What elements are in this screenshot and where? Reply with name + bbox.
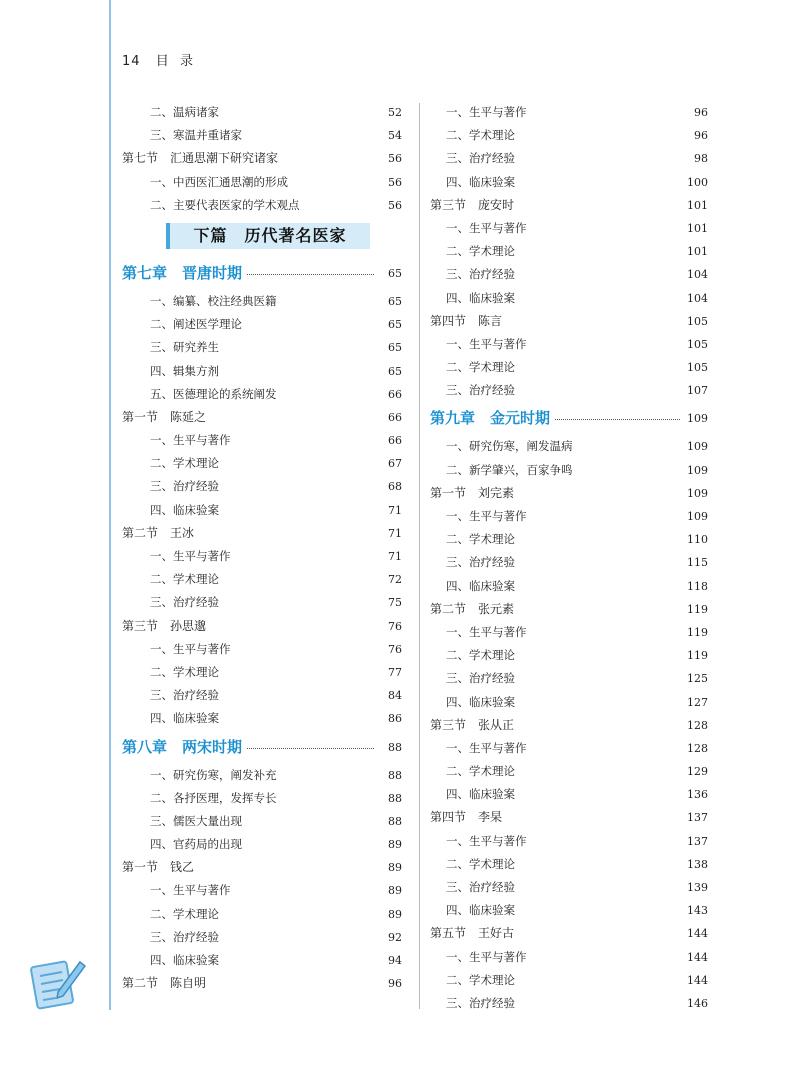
item-title: 四、临床验案: [446, 290, 515, 305]
page-ref: 66: [388, 410, 402, 424]
section-title: 第二节 王冰: [122, 525, 195, 540]
item-title: 二、学术理论: [150, 456, 219, 471]
toc-item-entry[interactable]: [430, 969, 708, 992]
toc-section-entry[interactable]: [122, 972, 402, 995]
toc-item-entry[interactable]: [430, 217, 708, 240]
item-title: 四、临床验案: [446, 787, 515, 802]
toc-item-entry[interactable]: [430, 435, 708, 458]
toc-section-entry[interactable]: [430, 714, 708, 737]
item-title: 二、阐述医学理论: [150, 317, 242, 332]
notepad-pencil-icon: [30, 952, 86, 1012]
item-title: 四、临床验案: [446, 578, 515, 593]
page-ref: 96: [388, 977, 402, 991]
toc-item-entry[interactable]: [122, 591, 402, 614]
item-title: 三、治疗经验: [446, 995, 515, 1010]
page-ref: 104: [687, 268, 708, 282]
page-ref: 66: [388, 434, 402, 448]
toc-item-entry[interactable]: [122, 810, 402, 833]
page-ref: 66: [388, 387, 402, 401]
page-ref: 128: [687, 741, 708, 755]
item-title: 一、生平与著作: [150, 433, 231, 448]
toc-section-entry[interactable]: [430, 806, 708, 829]
page-ref: 84: [388, 689, 402, 703]
page-ref: 105: [687, 314, 708, 328]
toc-item-entry[interactable]: [430, 171, 708, 194]
toc-chapter-entry[interactable]: [430, 402, 708, 435]
toc-item-entry[interactable]: [430, 760, 708, 783]
page-ref: 92: [388, 930, 402, 944]
item-title: 一、生平与著作: [446, 624, 527, 639]
page-ref: 96: [694, 129, 708, 143]
page-ref: 65: [388, 294, 402, 308]
page-ref: 104: [687, 291, 708, 305]
page-ref: 77: [388, 665, 402, 679]
page-ref: 143: [687, 904, 708, 918]
item-title: 一、生平与著作: [446, 740, 527, 755]
section-title: 第一节 钱乙: [122, 860, 195, 875]
toc-item-entry[interactable]: [430, 528, 708, 551]
item-title: 二、学术理论: [150, 664, 219, 679]
toc-section-entry[interactable]: [430, 310, 708, 333]
toc-section-entry[interactable]: [430, 598, 708, 621]
item-title: 一、生平与著作: [446, 336, 527, 351]
running-header: [122, 50, 204, 69]
toc-item-entry[interactable]: [122, 949, 402, 972]
item-title: 一、生平与著作: [446, 949, 527, 964]
page-ref: 136: [687, 788, 708, 802]
page-ref: 98: [694, 152, 708, 166]
page-ref: 89: [388, 838, 402, 852]
page-ref: 88: [388, 791, 402, 805]
page-ref: 89: [388, 884, 402, 898]
section-title: 第七节 汇通思潮下研究诸家: [122, 151, 279, 166]
item-title: 一、生平与著作: [150, 641, 231, 656]
section-title: 第一节 陈延之: [122, 409, 207, 424]
item-title: 二、学术理论: [446, 972, 515, 987]
page-ref: 101: [687, 198, 708, 212]
item-title: 一、中西医汇通思潮的形成: [150, 174, 288, 189]
section-title: 第四节 陈言: [430, 313, 503, 328]
page-ref: 86: [388, 712, 402, 726]
page-ref: 88: [388, 768, 402, 782]
page-ref: 109: [687, 486, 708, 500]
page-ref: 71: [388, 503, 402, 517]
section-title: 第五节 王好古: [430, 926, 515, 941]
toc-item-entry[interactable]: [122, 171, 402, 194]
part-heading: [122, 217, 402, 257]
toc-right-column: [430, 101, 708, 1015]
page-ref: 101: [687, 221, 708, 235]
toc-section-entry[interactable]: [122, 522, 402, 545]
toc-item-entry[interactable]: [122, 124, 402, 147]
page-ref: 56: [388, 152, 402, 166]
page-ref: 137: [687, 811, 708, 825]
chapter-title: 第七章 晋唐时期: [122, 257, 246, 290]
toc-item-entry[interactable]: [122, 833, 402, 856]
toc-item-entry[interactable]: [430, 505, 708, 528]
toc-item-entry[interactable]: [122, 429, 402, 452]
toc-item-entry[interactable]: [122, 499, 402, 522]
toc-item-entry[interactable]: [122, 879, 402, 902]
item-title: 四、临床验案: [446, 903, 515, 918]
toc-item-entry[interactable]: [122, 194, 402, 217]
page-ref: 109: [687, 440, 708, 454]
toc-item-entry[interactable]: [430, 101, 708, 124]
toc-item-entry[interactable]: [430, 287, 708, 310]
page-ref: 56: [388, 198, 402, 212]
item-title: 四、临床验案: [150, 502, 219, 517]
item-title: 二、主要代表医家的学术观点: [150, 197, 300, 212]
item-title: 一、编纂、校注经典医籍: [150, 293, 277, 308]
page-ref: 65: [388, 364, 402, 378]
page-ref: 129: [687, 765, 708, 779]
toc-item-entry[interactable]: [430, 946, 708, 969]
toc-section-entry[interactable]: [430, 482, 708, 505]
toc-item-entry[interactable]: [430, 691, 708, 714]
toc-item-entry[interactable]: [122, 336, 402, 359]
toc-item-entry[interactable]: [122, 764, 402, 787]
page-ref: 88: [388, 814, 402, 828]
page-ref: 144: [687, 927, 708, 941]
item-title: 四、临床验案: [446, 174, 515, 189]
toc-item-entry[interactable]: [122, 707, 402, 730]
item-title: 一、研究伤寒，阐发温病: [446, 439, 573, 454]
page-ref: 65: [388, 318, 402, 332]
item-title: 二、学术理论: [446, 128, 515, 143]
page-ref: 88: [388, 740, 402, 754]
item-title: 三、治疗经验: [150, 479, 219, 494]
page-ref: 71: [388, 550, 402, 563]
section-title: 第四节 李杲: [430, 810, 503, 825]
toc-section-entry[interactable]: [122, 406, 402, 429]
page-number: 14: [122, 54, 141, 69]
toc-item-entry[interactable]: [430, 899, 708, 922]
item-title: 三、研究养生: [150, 340, 219, 355]
toc-section-entry[interactable]: [122, 615, 402, 638]
item-title: 二、各抒医理，发挥专长: [150, 790, 277, 805]
item-title: 一、生平与著作: [446, 105, 527, 119]
toc-item-entry[interactable]: [430, 575, 708, 598]
item-title: 四、辑集方剂: [150, 363, 219, 378]
item-title: 二、学术理论: [150, 572, 219, 587]
toc-item-entry[interactable]: [430, 379, 708, 402]
toc-item-entry[interactable]: [122, 684, 402, 707]
toc-left-column: [122, 101, 402, 995]
item-title: 三、治疗经验: [150, 688, 219, 703]
page-ref: 144: [687, 950, 708, 964]
item-title: 二、学术理论: [150, 906, 219, 921]
item-title: 二、学术理论: [446, 856, 515, 871]
page-ref: 137: [687, 834, 708, 848]
toc-item-entry[interactable]: [430, 644, 708, 667]
page-ref: 65: [388, 266, 402, 280]
toc-item-entry[interactable]: [430, 240, 708, 263]
page-ref: 139: [687, 881, 708, 894]
page-ref: 119: [687, 602, 708, 616]
page-ref: 67: [388, 457, 402, 471]
page-margin-rule: [109, 0, 111, 1010]
toc-item-entry[interactable]: [430, 147, 708, 170]
page-ref: 105: [687, 337, 708, 351]
toc-item-entry[interactable]: [122, 545, 402, 568]
toc-item-entry[interactable]: [122, 661, 402, 684]
page-ref: 105: [687, 361, 708, 375]
page-ref: 109: [687, 510, 708, 523]
section-title: 第二节 陈自明: [122, 976, 207, 991]
toc-item-entry[interactable]: [430, 853, 708, 876]
item-title: 三、治疗经验: [150, 595, 219, 610]
page-ref: 125: [687, 672, 708, 686]
toc-item-entry[interactable]: [430, 830, 708, 853]
page-ref: 144: [687, 973, 708, 987]
page-ref: 75: [388, 596, 402, 610]
toc-item-entry[interactable]: [430, 333, 708, 356]
page-ref: 100: [687, 175, 708, 189]
toc-item-entry[interactable]: [122, 360, 402, 383]
item-title: 四、官药局的出现: [150, 837, 242, 852]
item-title: 一、生平与著作: [446, 509, 527, 523]
item-title: 一、生平与著作: [150, 883, 231, 898]
toc-item-entry[interactable]: [430, 737, 708, 760]
toc-section-entry[interactable]: [122, 856, 402, 879]
page-ref: 119: [687, 625, 708, 639]
column-divider: [419, 103, 420, 1009]
page-ref: 72: [388, 573, 402, 587]
page-ref: 119: [687, 649, 708, 663]
page-ref: 76: [388, 619, 402, 633]
page-ref: 109: [687, 412, 708, 426]
item-title: 三、治疗经验: [150, 929, 219, 944]
page-ref: 110: [687, 533, 708, 547]
page-ref: 109: [687, 463, 708, 477]
header-title: 目 录: [155, 54, 194, 69]
page-ref: 54: [388, 129, 402, 143]
item-title: 一、生平与著作: [150, 549, 231, 563]
item-title: 二、温病诸家: [150, 105, 219, 119]
page-ref: 52: [388, 106, 402, 119]
section-title: 第一节 刘完素: [430, 485, 515, 500]
item-title: 三、治疗经验: [446, 267, 515, 282]
item-title: 二、学术理论: [446, 648, 515, 663]
toc-item-entry[interactable]: [122, 568, 402, 591]
section-title: 第三节 孙思邈: [122, 618, 207, 633]
item-title: 五、医德理论的系统阐发: [150, 386, 277, 401]
toc-item-entry[interactable]: [430, 459, 708, 482]
toc-item-entry[interactable]: [122, 313, 402, 336]
page-ref: 71: [388, 526, 402, 540]
page-ref: 101: [687, 245, 708, 259]
page-ref: 138: [687, 857, 708, 871]
toc-item-entry[interactable]: [430, 263, 708, 286]
toc-item-entry[interactable]: [122, 787, 402, 810]
page-ref: 89: [388, 861, 402, 875]
toc-item-entry[interactable]: [430, 876, 708, 899]
page-ref: 107: [687, 384, 708, 398]
toc-item-entry[interactable]: [122, 101, 402, 124]
item-title: 四、临床验案: [150, 953, 219, 967]
item-title: 四、临床验案: [150, 711, 219, 726]
toc-item-entry[interactable]: [122, 903, 402, 926]
item-title: 一、生平与著作: [446, 833, 527, 848]
toc-section-entry[interactable]: [430, 194, 708, 217]
item-title: 三、治疗经验: [446, 555, 515, 570]
page-ref: 146: [687, 996, 708, 1010]
item-title: 二、学术理论: [446, 532, 515, 547]
toc-chapter-entry[interactable]: [122, 257, 402, 290]
page-ref: 68: [388, 480, 402, 494]
toc-item-entry[interactable]: [430, 124, 708, 147]
part-banner: 下篇 历代著名医家: [166, 223, 370, 249]
item-title: 四、临床验案: [446, 694, 515, 709]
toc-item-entry[interactable]: [122, 638, 402, 661]
item-title: 二、新学肇兴，百家争鸣: [446, 462, 573, 477]
page-ref: 128: [687, 718, 708, 732]
item-title: 三、治疗经验: [446, 880, 515, 894]
section-title: 第三节 张从正: [430, 717, 515, 732]
item-title: 二、学术理论: [446, 244, 515, 259]
toc-item-entry[interactable]: [122, 452, 402, 475]
toc-item-entry[interactable]: [122, 475, 402, 498]
toc-item-entry[interactable]: [122, 383, 402, 406]
toc-item-entry[interactable]: [122, 926, 402, 949]
toc-item-entry[interactable]: [430, 783, 708, 806]
toc-section-entry[interactable]: [122, 147, 402, 170]
page-ref: 127: [687, 695, 708, 709]
item-title: 三、儒医大量出现: [150, 813, 242, 828]
toc-item-entry[interactable]: [430, 621, 708, 644]
toc-item-entry[interactable]: [430, 551, 708, 574]
page-ref: 56: [388, 175, 402, 189]
item-title: 三、治疗经验: [446, 383, 515, 398]
section-title: 第三节 庞安时: [430, 197, 515, 212]
chapter-title: 第八章 两宋时期: [122, 731, 246, 764]
page-ref: 89: [388, 907, 402, 921]
chapter-title: 第九章 金元时期: [430, 402, 554, 435]
toc-item-entry[interactable]: [430, 667, 708, 690]
item-title: 二、学术理论: [446, 360, 515, 375]
page-ref: 94: [388, 954, 402, 967]
item-title: 一、研究伤寒，阐发补充: [150, 767, 277, 782]
page-ref: 118: [687, 579, 708, 593]
toc-item-entry[interactable]: [122, 290, 402, 313]
toc-item-entry[interactable]: [430, 992, 708, 1015]
page-ref: 115: [687, 556, 708, 570]
toc-item-entry[interactable]: [430, 356, 708, 379]
section-title: 第二节 张元素: [430, 601, 515, 616]
item-title: 一、生平与著作: [446, 220, 527, 235]
toc-section-entry[interactable]: [430, 922, 708, 945]
page-ref: 96: [694, 106, 708, 119]
item-title: 三、治疗经验: [446, 671, 515, 686]
item-title: 二、学术理论: [446, 764, 515, 779]
page-ref: 76: [388, 642, 402, 656]
item-title: 三、寒温并重诸家: [150, 128, 242, 143]
page-ref: 65: [388, 341, 402, 355]
item-title: 三、治疗经验: [446, 151, 515, 166]
toc-chapter-entry[interactable]: [122, 731, 402, 764]
